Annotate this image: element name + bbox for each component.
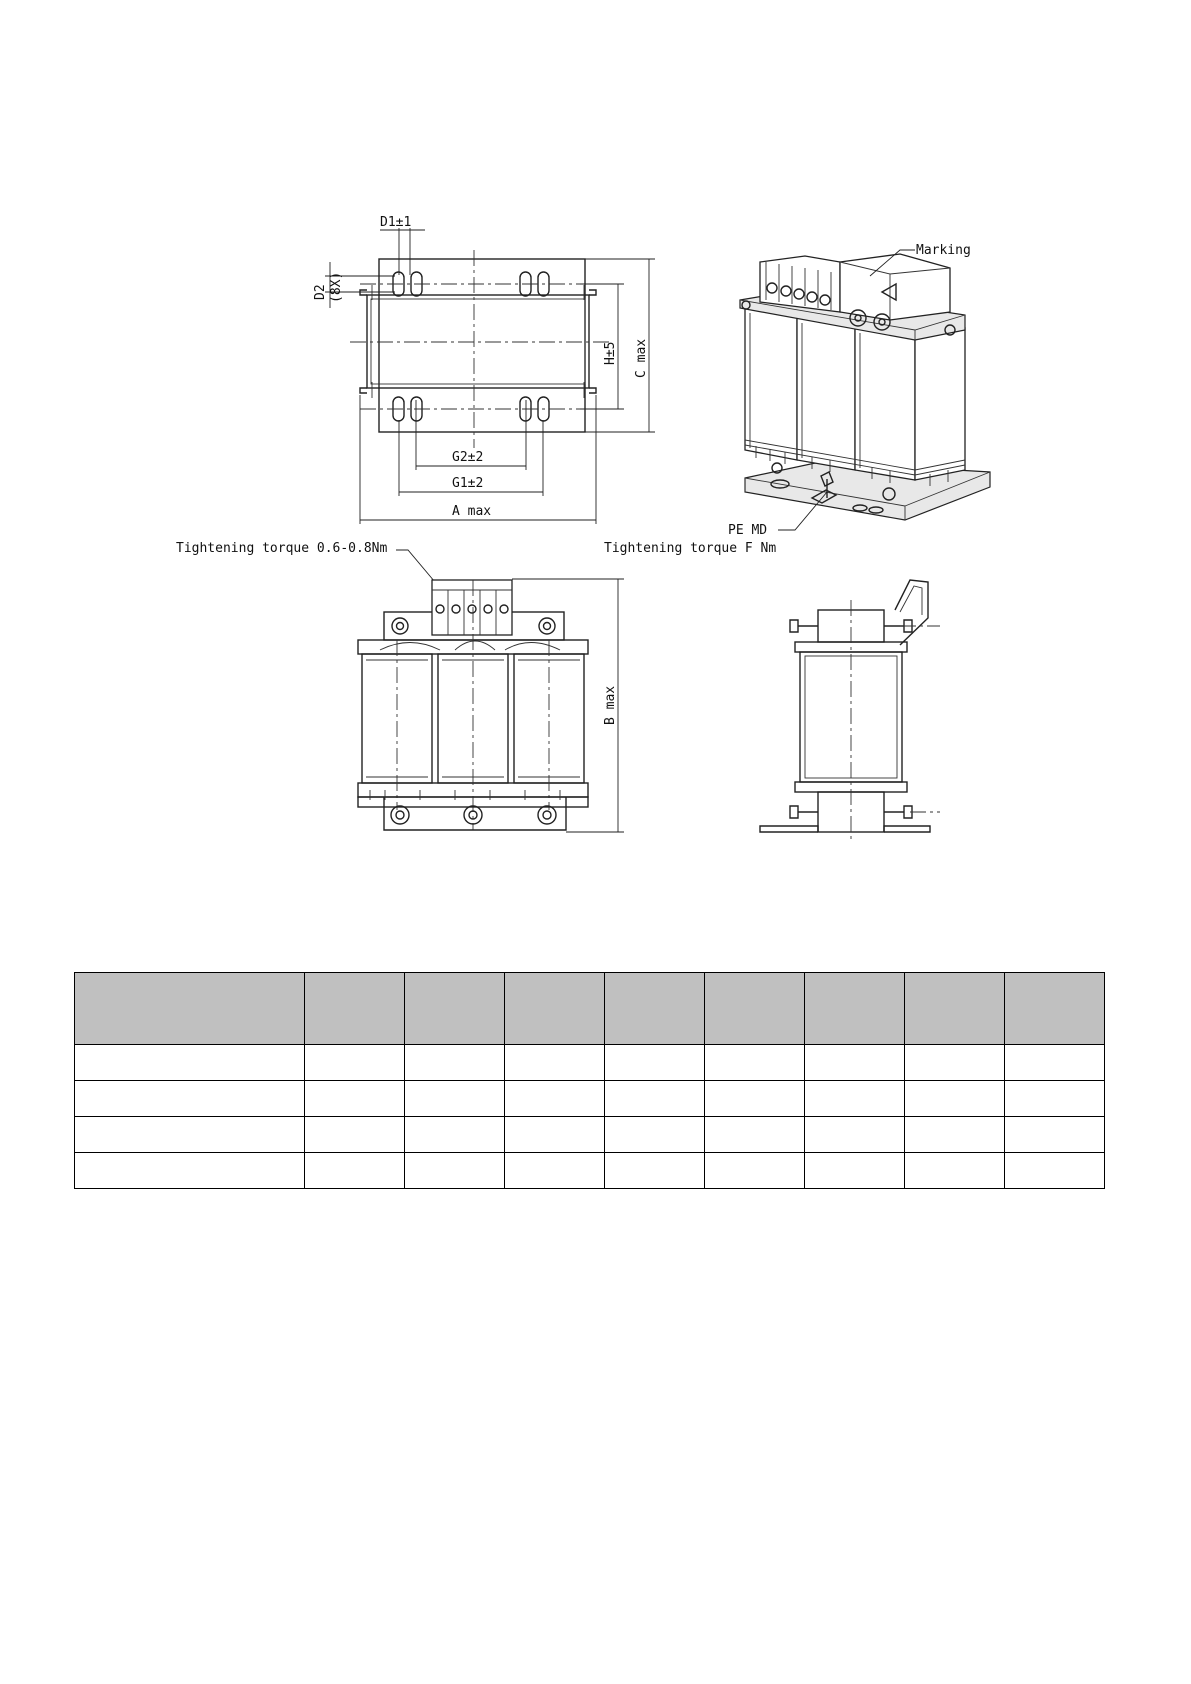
- table-cell: [305, 1045, 405, 1081]
- table-cell: [75, 1153, 305, 1189]
- table-header-cell: [805, 973, 905, 1045]
- table-header-row: [75, 973, 1105, 1045]
- table-header-cell: [1005, 973, 1105, 1045]
- g2-label: G2±2: [452, 450, 484, 465]
- table-cell: [405, 1153, 505, 1189]
- top-view: [313, 215, 655, 524]
- table-cell: [305, 1117, 405, 1153]
- table-cell: [405, 1081, 505, 1117]
- table-cell: [505, 1153, 605, 1189]
- marking-label: Marking: [916, 243, 971, 258]
- d2-count-label: (8X): [329, 271, 344, 303]
- b-max-label: B max: [603, 685, 618, 725]
- table-cell: [705, 1153, 805, 1189]
- table-cell: [905, 1153, 1005, 1189]
- table-header-cell: [505, 973, 605, 1045]
- table-cell: [705, 1081, 805, 1117]
- table-row: [75, 1045, 1105, 1081]
- table-header-cell: [605, 973, 705, 1045]
- table-header-cell: [75, 973, 305, 1045]
- side-view: [760, 580, 940, 842]
- table-cell: [1005, 1153, 1105, 1189]
- table-cell: [905, 1045, 1005, 1081]
- table-cell: [605, 1117, 705, 1153]
- table-cell: [605, 1045, 705, 1081]
- table-cell: [605, 1081, 705, 1117]
- table-cell: [805, 1117, 905, 1153]
- table-cell: [1005, 1081, 1105, 1117]
- table-cell: [75, 1117, 305, 1153]
- table-cell: [1005, 1117, 1105, 1153]
- table-cell: [405, 1117, 505, 1153]
- table-row: [75, 1153, 1105, 1189]
- d1-label: D1±1: [380, 215, 412, 230]
- table-header-cell: [305, 973, 405, 1045]
- table-cell: [505, 1117, 605, 1153]
- torque-terminal-label: Tightening torque 0.6-0.8Nm: [176, 541, 388, 556]
- table-cell: [805, 1153, 905, 1189]
- table-cell: [705, 1117, 805, 1153]
- table-row: [75, 1081, 1105, 1117]
- pe-label: PE MD: [728, 523, 768, 538]
- specification-table: [74, 972, 1105, 1189]
- table-row: [75, 1117, 1105, 1153]
- h-label: H±5: [603, 341, 618, 365]
- table-cell: [1005, 1045, 1105, 1081]
- isometric-view: [728, 243, 990, 538]
- table-cell: [505, 1081, 605, 1117]
- table-header-cell: [905, 973, 1005, 1045]
- table-cell: [405, 1045, 505, 1081]
- table-cell: [75, 1045, 305, 1081]
- d2-label: D2: [313, 284, 328, 300]
- table-cell: [605, 1153, 705, 1189]
- c-max-label: C max: [634, 338, 649, 378]
- table-header-cell: [705, 973, 805, 1045]
- table-cell: [905, 1117, 1005, 1153]
- table-header-cell: [405, 973, 505, 1045]
- table-cell: [805, 1045, 905, 1081]
- table-cell: [75, 1081, 305, 1117]
- torque-pe-label: Tightening torque F Nm: [604, 541, 777, 556]
- g1-label: G1±2: [452, 476, 484, 491]
- a-max-label: A max: [452, 504, 492, 519]
- table-cell: [305, 1153, 405, 1189]
- table-cell: [805, 1081, 905, 1117]
- table-cell: [705, 1045, 805, 1081]
- front-view: [358, 579, 624, 832]
- table-cell: [905, 1081, 1005, 1117]
- table-cell: [505, 1045, 605, 1081]
- table-cell: [305, 1081, 405, 1117]
